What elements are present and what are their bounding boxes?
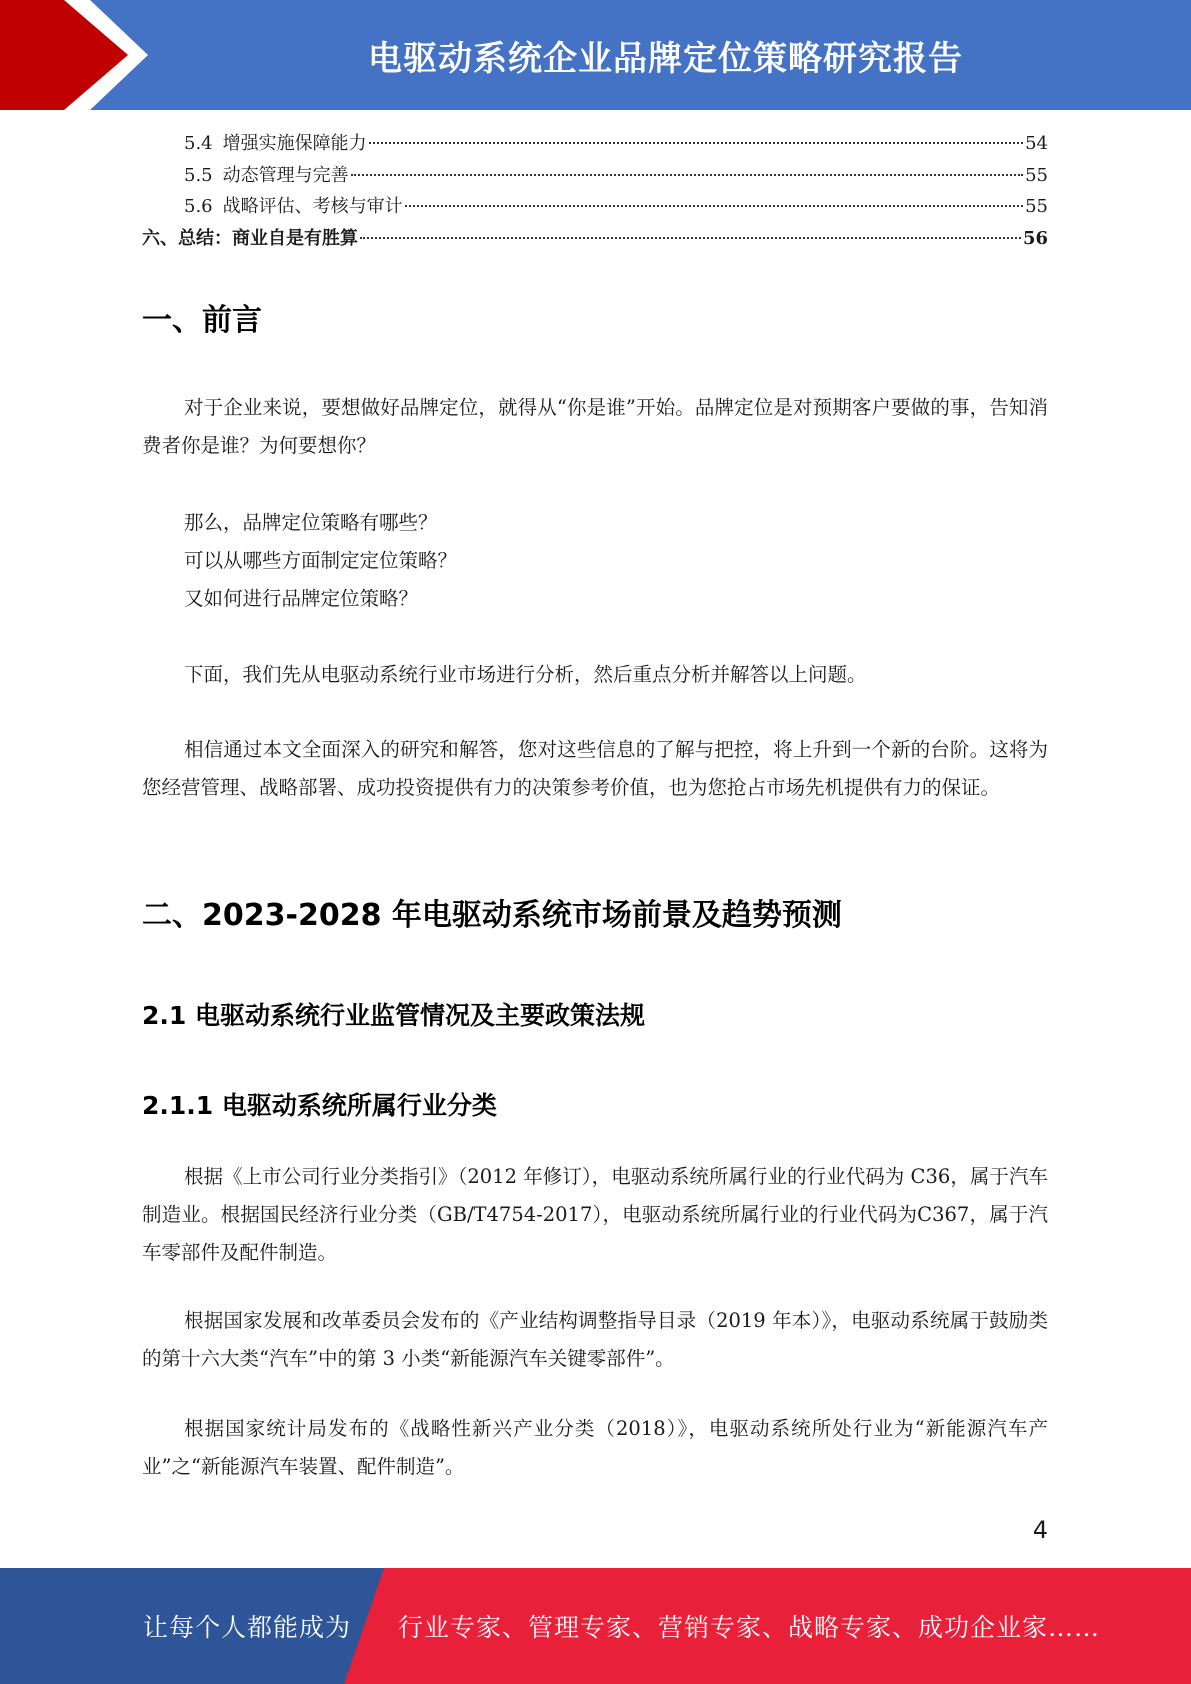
paragraph: 对于企业来说，要想做好品牌定位，就得从“你是谁”开始。品牌定位是对预期客户要做的事，告知消费者你是谁？为何要想你？ [142, 396, 1048, 457]
toc-entry-label: 六、总结：商业自是有胜算 [142, 227, 358, 249]
page-header [0, 0, 1191, 110]
question-line: 可以从哪些方面制定定位策略？ [184, 549, 458, 572]
header-arrow-decoration [0, 0, 160, 110]
subsection-heading: 2.1.1 电驱动系统所属行业分类 [142, 1091, 497, 1120]
paragraph: 下面，我们先从电驱动系统行业市场进行分析，然后重点分析并解答以上问题。 [184, 663, 867, 686]
paragraph: 根据国家统计局发布的《战略性新兴产业分类（2018）》，电驱动系统所处行业为“新能源汽车产业”之“新能源汽车装置、配件制造”。 [142, 1417, 1048, 1478]
toc-leader-dots [369, 142, 1023, 144]
page-footer [0, 1568, 1191, 1684]
toc-entry-number: 5.6 [184, 196, 213, 217]
toc-leader-dots [405, 205, 1023, 207]
toc-entry-page: 55 [1025, 196, 1048, 217]
toc-entry-page: 56 [1022, 227, 1048, 249]
toc-entry-label: 动态管理与完善 [222, 164, 349, 186]
toc-entry-page: 54 [1025, 133, 1048, 154]
footer-slogan-right: 行业专家、管理专家、营销专家、战略专家、成功企业家…… [398, 1613, 1101, 1642]
toc-leader-dots [360, 237, 1021, 239]
toc-entry-major[interactable] [142, 223, 1048, 255]
report-title: 电驱动系统企业品牌定位策略研究报告 [368, 38, 963, 79]
page-number: 4 [1032, 1516, 1048, 1544]
paragraph: 根据《上市公司行业分类指引》（2012 年修订），电驱动系统所属行业的行业代码为 C36，属于汽车制造业。根据国民经济行业分类（GB/T4754-2017），电驱动系统所属行业的行业代码为C367，属于汽车零部件及配件制造。 [142, 1165, 1048, 1264]
paragraph: 相信通过本文全面深入的研究和解答，您对这些信息的了解与把控，将上升到一个新的台阶。这将为您经营管理、战略部署、成功投资提供有力的决策参考价值，也为您抢占市场先机提供有力的保证。 [142, 738, 1048, 799]
toc-entry-label: 战略评估、考核与审计 [222, 196, 403, 217]
toc-entry-number: 5.5 [184, 164, 213, 186]
section-heading-preface: 一、前言 [142, 303, 262, 338]
toc-entry-label: 增强实施保障能力 [222, 133, 367, 154]
toc-leader-dots [351, 174, 1023, 176]
toc-entry-page: 55 [1025, 164, 1048, 186]
subsection-heading: 2.1 电驱动系统行业监管情况及主要政策法规 [142, 1001, 645, 1030]
section-heading-market-outlook: 二、2023-2028 年电驱动系统市场前景及趋势预测 [142, 898, 842, 933]
table-of-contents [142, 128, 1048, 254]
question-line: 那么，品牌定位策略有哪些？ [184, 511, 438, 534]
paragraph: 根据国家发展和改革委员会发布的《产业结构调整指导目录（2019 年本）》，电驱动系统属于鼓励类的第十六大类“汽车”中的第 3 小类“新能源汽车关键零部件”。 [142, 1309, 1048, 1370]
toc-entry[interactable] [142, 160, 1048, 192]
toc-entry[interactable] [142, 128, 1048, 160]
footer-slogan-left: 让每个人都能成为 [143, 1613, 352, 1642]
toc-entry[interactable] [142, 191, 1048, 223]
question-line: 又如何进行品牌定位策略？ [184, 587, 419, 610]
toc-entry-number: 5.4 [184, 133, 213, 154]
